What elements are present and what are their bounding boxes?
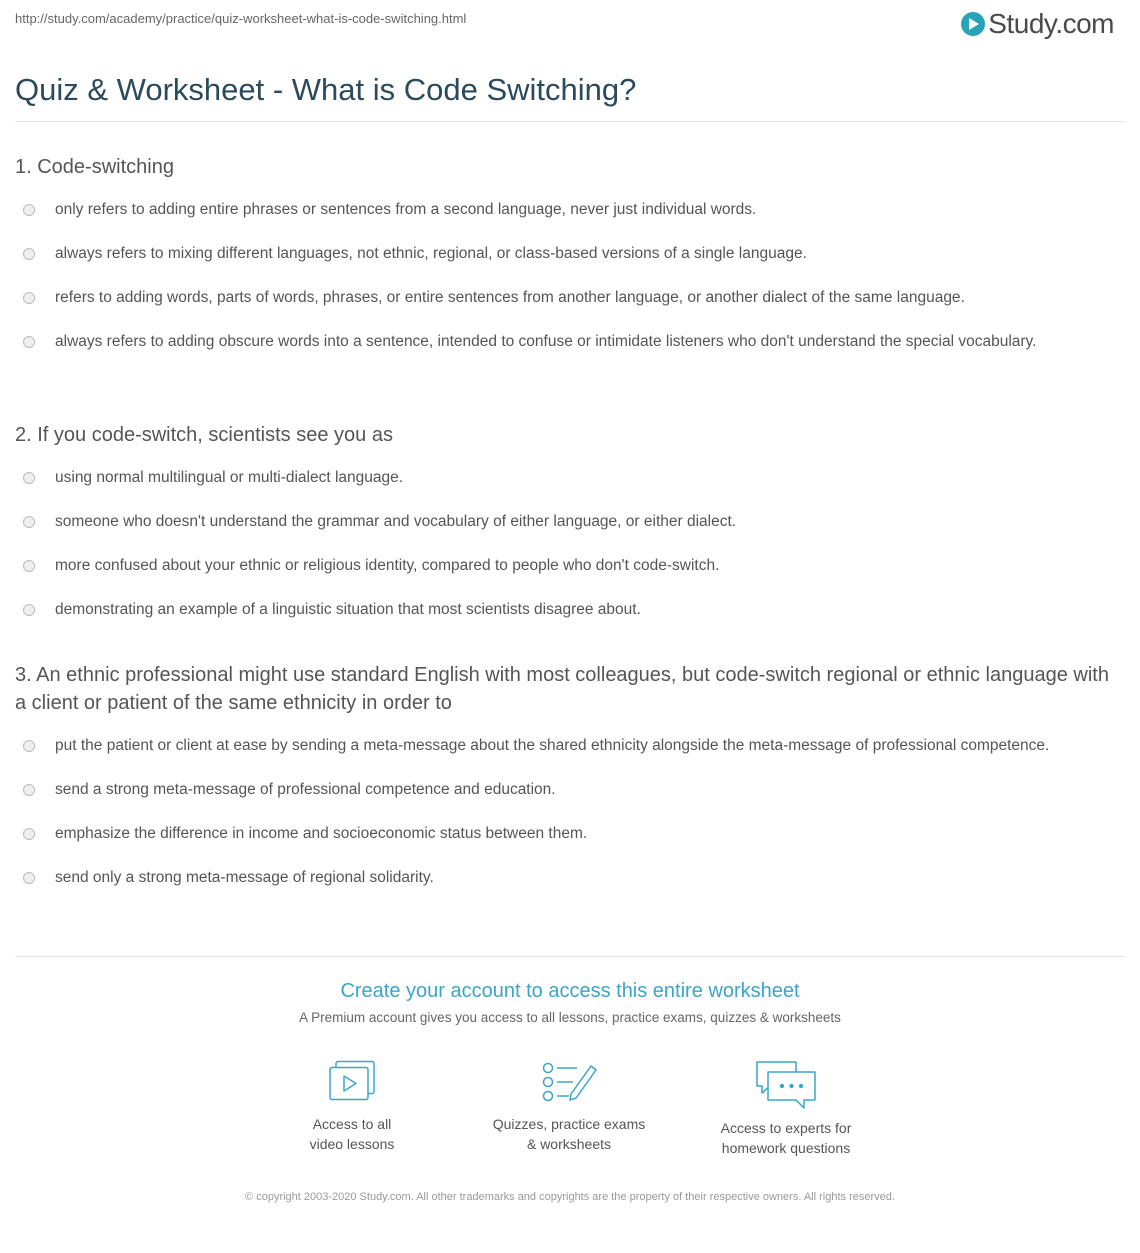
feature-experts — [696, 1060, 876, 1158]
radio-button[interactable] — [23, 740, 35, 752]
answer-options — [15, 464, 1115, 624]
feature-label — [262, 1114, 442, 1154]
answer-option[interactable] — [15, 508, 1115, 536]
answer-option[interactable] — [15, 732, 1115, 760]
answer-option[interactable] — [15, 820, 1115, 848]
answer-option[interactable] — [15, 328, 1115, 356]
question-2 — [15, 421, 1115, 640]
logo-text: Study.com — [988, 8, 1114, 39]
feature-label-line: & worksheets — [526, 1136, 612, 1152]
radio-button[interactable] — [23, 248, 35, 260]
feature-label-line: video lessons — [309, 1136, 395, 1152]
answer-text: demonstrating an example of a linguistic situation that most scientists disagree about. — [55, 601, 641, 618]
feature-label — [696, 1118, 876, 1158]
answer-option[interactable] — [15, 196, 1115, 224]
page-title: Quiz & Worksheet - What is Code Switching? — [15, 72, 637, 107]
answer-text: put the patient or client at ease by sending a meta-message about the shared ethnicity alongside the meta-message of professional competence. — [55, 737, 1050, 754]
create-account-link[interactable]: Create your account to access this entire worksheet — [340, 980, 800, 1002]
answer-option[interactable] — [15, 552, 1115, 580]
feature-video-lessons — [262, 1060, 442, 1154]
radio-button[interactable] — [23, 516, 35, 528]
page-url: http://study.com/academy/practice/quiz-worksheet-what-is-code-switching.html — [15, 11, 467, 26]
feature-label-line: Access to all — [312, 1116, 392, 1132]
feature-label-line: Quizzes, practice exams — [492, 1116, 646, 1132]
answer-text: send only a strong meta-message of regional solidarity. — [55, 869, 434, 886]
radio-button[interactable] — [23, 560, 35, 572]
answer-option[interactable] — [15, 240, 1115, 268]
question-text: 2. If you code-switch, scientists see you as — [15, 424, 393, 446]
question-text: 3. An ethnic professional might use standard English with most colleagues, but code-switch regional or ethnic language with a client or patient of the same ethnicity in order to — [15, 664, 1109, 714]
answer-text: always refers to mixing different languages, not ethnic, regional, or class-based versions of a single language. — [55, 245, 807, 262]
top-bar — [0, 0, 1140, 44]
feature-label-line: homework questions — [721, 1140, 851, 1156]
answer-text: refers to adding words, parts of words, phrases, or entire sentences from another language, or another dialect of the same language. — [55, 289, 965, 306]
answer-text: emphasize the difference in income and socioeconomic status between them. — [55, 825, 588, 842]
answer-option[interactable] — [15, 284, 1115, 312]
radio-button[interactable] — [23, 828, 35, 840]
radio-button[interactable] — [23, 336, 35, 348]
answer-text: using normal multilingual or multi-dialect language. — [55, 469, 404, 486]
chat-bubbles-icon — [754, 1060, 818, 1110]
answer-text: send a strong meta-message of professional competence and education. — [55, 781, 556, 798]
answer-text: only refers to adding entire phrases or sentences from a second language, never just individual words. — [55, 201, 757, 218]
answer-option[interactable] — [15, 596, 1115, 624]
answer-options — [15, 732, 1115, 892]
radio-button[interactable] — [23, 204, 35, 216]
feature-quizzes — [479, 1060, 659, 1154]
copyright-footer: © copyright 2003-2020 Study.com. All other trademarks and copyrights are the property of their respective owners. All rights reserved. — [245, 1191, 895, 1203]
feature-label — [479, 1114, 659, 1154]
answer-options — [15, 196, 1115, 356]
question-text: 1. Code-switching — [15, 156, 174, 178]
radio-button[interactable] — [23, 292, 35, 304]
answer-text: always refers to adding obscure words into a sentence, intended to confuse or intimidate listeners who don't understand the special vocabulary. — [55, 333, 1037, 350]
quiz-checklist-icon — [541, 1060, 597, 1106]
feature-label-line: Access to experts for — [720, 1120, 852, 1136]
title-divider — [15, 121, 1125, 122]
radio-button[interactable] — [23, 472, 35, 484]
answer-text: more confused about your ethnic or religious identity, compared to people who don't code-switch. — [55, 557, 720, 574]
study-logo[interactable] — [961, 8, 1114, 40]
answer-option[interactable] — [15, 864, 1115, 892]
question-1 — [15, 153, 1115, 372]
cta-subtitle: A Premium account gives you access to all lessons, practice exams, quizzes & worksheets — [299, 1010, 841, 1025]
answer-option[interactable] — [15, 464, 1115, 492]
cta-divider — [15, 956, 1125, 957]
radio-button[interactable] — [23, 784, 35, 796]
video-lessons-icon — [326, 1060, 378, 1106]
radio-button[interactable] — [23, 872, 35, 884]
play-circle-icon — [961, 12, 985, 36]
radio-button[interactable] — [23, 604, 35, 616]
answer-text: someone who doesn't understand the grammar and vocabulary of either language, or either dialect. — [55, 513, 737, 530]
answer-option[interactable] — [15, 776, 1115, 804]
question-3 — [15, 661, 1115, 908]
